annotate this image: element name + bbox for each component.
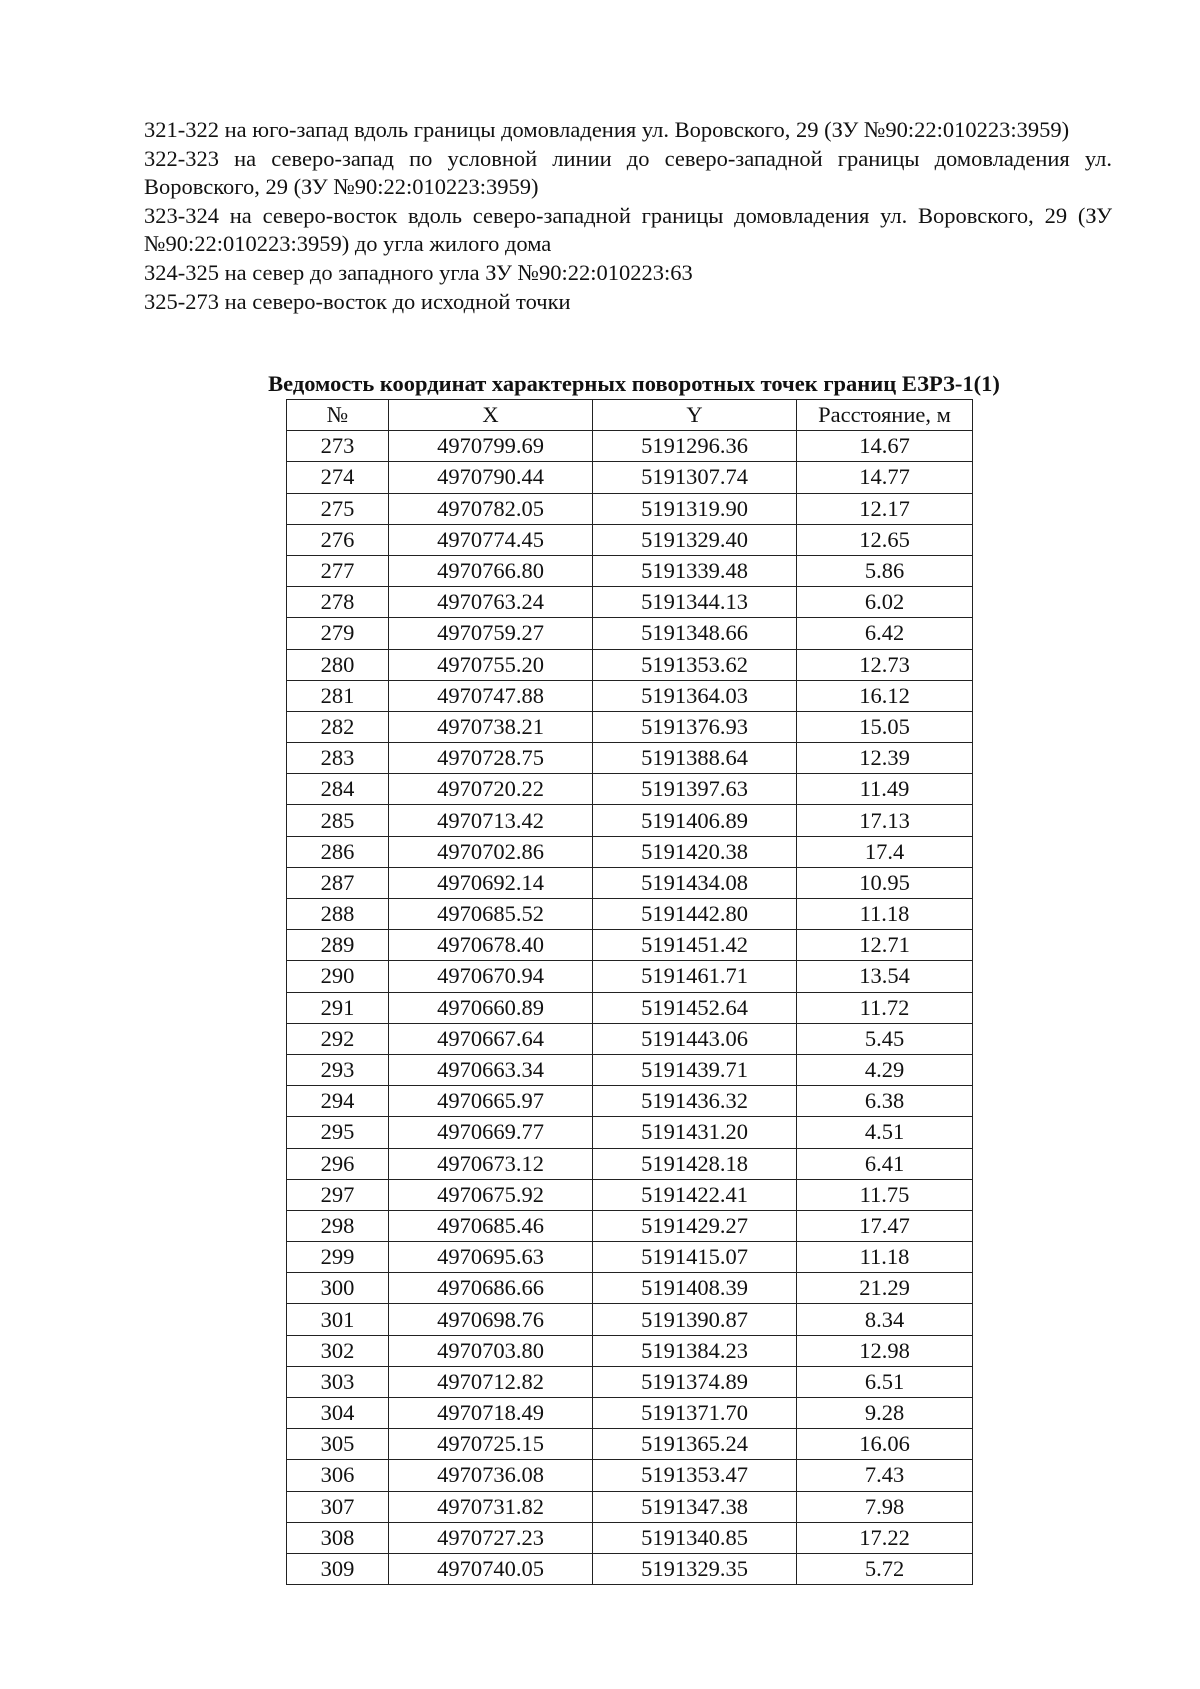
table-row xyxy=(287,524,973,555)
cell-number: 288 xyxy=(287,899,389,930)
cell-y: 5191376.93 xyxy=(593,711,797,742)
cell-distance: 5.86 xyxy=(797,555,973,586)
cell-x: 4970731.82 xyxy=(389,1491,593,1522)
table-row xyxy=(287,1429,973,1460)
cell-x: 4970673.12 xyxy=(389,1148,593,1179)
table-body xyxy=(287,431,973,1585)
cell-distance: 13.54 xyxy=(797,961,973,992)
cell-distance: 12.71 xyxy=(797,930,973,961)
cell-y: 5191319.90 xyxy=(593,493,797,524)
cell-y: 5191436.32 xyxy=(593,1086,797,1117)
cell-number: 306 xyxy=(287,1460,389,1491)
table-row xyxy=(287,649,973,680)
table-row xyxy=(287,1054,973,1085)
cell-number: 294 xyxy=(287,1086,389,1117)
cell-distance: 15.05 xyxy=(797,711,973,742)
cell-x: 4970685.46 xyxy=(389,1210,593,1241)
cell-distance: 11.72 xyxy=(797,992,973,1023)
cell-x: 4970774.45 xyxy=(389,524,593,555)
cell-number: 309 xyxy=(287,1553,389,1584)
cell-y: 5191365.24 xyxy=(593,1429,797,1460)
table-row xyxy=(287,711,973,742)
cell-distance: 12.39 xyxy=(797,743,973,774)
table-row xyxy=(287,462,973,493)
table-row xyxy=(287,1304,973,1335)
cell-x: 4970670.94 xyxy=(389,961,593,992)
table-row xyxy=(287,1242,973,1273)
cell-distance: 6.51 xyxy=(797,1366,973,1397)
header-y: Y xyxy=(593,400,797,431)
cell-y: 5191339.48 xyxy=(593,555,797,586)
table-row xyxy=(287,1522,973,1553)
cell-x: 4970727.23 xyxy=(389,1522,593,1553)
table-row xyxy=(287,1273,973,1304)
table-row xyxy=(287,961,973,992)
table-row xyxy=(287,587,973,618)
cell-distance: 6.42 xyxy=(797,618,973,649)
table-row xyxy=(287,618,973,649)
cell-y: 5191307.74 xyxy=(593,462,797,493)
cell-number: 305 xyxy=(287,1429,389,1460)
cell-distance: 10.95 xyxy=(797,867,973,898)
cell-number: 298 xyxy=(287,1210,389,1241)
cell-x: 4970736.08 xyxy=(389,1460,593,1491)
cell-distance: 8.34 xyxy=(797,1304,973,1335)
cell-y: 5191408.39 xyxy=(593,1273,797,1304)
cell-number: 303 xyxy=(287,1366,389,1397)
cell-number: 277 xyxy=(287,555,389,586)
cell-x: 4970763.24 xyxy=(389,587,593,618)
table-row xyxy=(287,743,973,774)
cell-x: 4970702.86 xyxy=(389,836,593,867)
cell-distance: 11.18 xyxy=(797,1242,973,1273)
cell-y: 5191364.03 xyxy=(593,680,797,711)
cell-y: 5191348.66 xyxy=(593,618,797,649)
table-row xyxy=(287,680,973,711)
cell-y: 5191296.36 xyxy=(593,431,797,462)
cell-y: 5191434.08 xyxy=(593,867,797,898)
cell-x: 4970790.44 xyxy=(389,462,593,493)
cell-distance: 12.73 xyxy=(797,649,973,680)
table-row xyxy=(287,1491,973,1522)
cell-x: 4970663.34 xyxy=(389,1054,593,1085)
cell-number: 297 xyxy=(287,1179,389,1210)
cell-y: 5191353.62 xyxy=(593,649,797,680)
cell-distance: 4.51 xyxy=(797,1117,973,1148)
cell-x: 4970669.77 xyxy=(389,1117,593,1148)
table-row xyxy=(287,930,973,961)
cell-number: 276 xyxy=(287,524,389,555)
cell-number: 287 xyxy=(287,867,389,898)
cell-x: 4970738.21 xyxy=(389,711,593,742)
cell-number: 279 xyxy=(287,618,389,649)
cell-y: 5191390.87 xyxy=(593,1304,797,1335)
table-row xyxy=(287,493,973,524)
cell-y: 5191420.38 xyxy=(593,836,797,867)
cell-number: 281 xyxy=(287,680,389,711)
table-title: Ведомость координат характерных поворотных точек границ ЕЗРЗ-1(1) xyxy=(268,371,1000,396)
header-number: № xyxy=(287,400,389,431)
table-row xyxy=(287,555,973,586)
cell-distance: 12.98 xyxy=(797,1335,973,1366)
cell-x: 4970665.97 xyxy=(389,1086,593,1117)
cell-x: 4970712.82 xyxy=(389,1366,593,1397)
cell-distance: 6.41 xyxy=(797,1148,973,1179)
table-row xyxy=(287,1335,973,1366)
cell-x: 4970703.80 xyxy=(389,1335,593,1366)
paragraph-322-323: 322-323 на северо-запад по условной линии до северо-западной границы домовладения ул. Воровского, 29 (ЗУ №90:22:010223:3959) xyxy=(144,145,1112,200)
cell-distance: 11.49 xyxy=(797,774,973,805)
cell-distance: 11.75 xyxy=(797,1179,973,1210)
cell-x: 4970747.88 xyxy=(389,680,593,711)
cell-number: 290 xyxy=(287,961,389,992)
cell-distance: 9.28 xyxy=(797,1398,973,1429)
cell-number: 274 xyxy=(287,462,389,493)
cell-number: 293 xyxy=(287,1054,389,1085)
cell-x: 4970695.63 xyxy=(389,1242,593,1273)
cell-x: 4970678.40 xyxy=(389,930,593,961)
table-row xyxy=(287,992,973,1023)
table-row xyxy=(287,1366,973,1397)
cell-distance: 12.65 xyxy=(797,524,973,555)
cell-number: 283 xyxy=(287,743,389,774)
cell-number: 291 xyxy=(287,992,389,1023)
cell-number: 285 xyxy=(287,805,389,836)
cell-number: 300 xyxy=(287,1273,389,1304)
cell-x: 4970660.89 xyxy=(389,992,593,1023)
cell-y: 5191451.42 xyxy=(593,930,797,961)
cell-x: 4970728.75 xyxy=(389,743,593,774)
cell-distance: 17.47 xyxy=(797,1210,973,1241)
table-row xyxy=(287,1460,973,1491)
cell-distance: 14.77 xyxy=(797,462,973,493)
cell-distance: 4.29 xyxy=(797,1054,973,1085)
cell-x: 4970766.80 xyxy=(389,555,593,586)
cell-y: 5191397.63 xyxy=(593,774,797,805)
coordinates-table xyxy=(286,399,973,1585)
table-row xyxy=(287,1086,973,1117)
cell-number: 289 xyxy=(287,930,389,961)
cell-y: 5191329.40 xyxy=(593,524,797,555)
cell-x: 4970692.14 xyxy=(389,867,593,898)
cell-number: 296 xyxy=(287,1148,389,1179)
cell-distance: 14.67 xyxy=(797,431,973,462)
cell-number: 301 xyxy=(287,1304,389,1335)
table-row xyxy=(287,1553,973,1584)
cell-x: 4970720.22 xyxy=(389,774,593,805)
cell-y: 5191443.06 xyxy=(593,1023,797,1054)
cell-y: 5191439.71 xyxy=(593,1054,797,1085)
table-row xyxy=(287,1023,973,1054)
cell-x: 4970725.15 xyxy=(389,1429,593,1460)
table-row xyxy=(287,899,973,930)
cell-number: 295 xyxy=(287,1117,389,1148)
table-row xyxy=(287,805,973,836)
cell-y: 5191340.85 xyxy=(593,1522,797,1553)
cell-x: 4970675.92 xyxy=(389,1179,593,1210)
table-row xyxy=(287,1210,973,1241)
cell-number: 304 xyxy=(287,1398,389,1429)
cell-x: 4970698.76 xyxy=(389,1304,593,1335)
cell-number: 278 xyxy=(287,587,389,618)
cell-y: 5191461.71 xyxy=(593,961,797,992)
cell-distance: 7.98 xyxy=(797,1491,973,1522)
cell-y: 5191388.64 xyxy=(593,743,797,774)
cell-y: 5191452.64 xyxy=(593,992,797,1023)
cell-distance: 21.29 xyxy=(797,1273,973,1304)
cell-number: 273 xyxy=(287,431,389,462)
cell-distance: 7.43 xyxy=(797,1460,973,1491)
header-x: X xyxy=(389,400,593,431)
paragraph-323-324: 323-324 на северо-восток вдоль северо-западной границы домовладения ул. Воровского, 29 (ЗУ №90:22:010223:3959) до угла жилого дома xyxy=(144,202,1112,257)
cell-y: 5191347.38 xyxy=(593,1491,797,1522)
cell-x: 4970755.20 xyxy=(389,649,593,680)
cell-distance: 16.12 xyxy=(797,680,973,711)
cell-distance: 17.4 xyxy=(797,836,973,867)
header-distance: Расстояние, м xyxy=(797,400,973,431)
table-row xyxy=(287,1117,973,1148)
cell-x: 4970718.49 xyxy=(389,1398,593,1429)
cell-distance: 11.18 xyxy=(797,899,973,930)
table-row xyxy=(287,1398,973,1429)
cell-y: 5191429.27 xyxy=(593,1210,797,1241)
cell-y: 5191431.20 xyxy=(593,1117,797,1148)
cell-distance: 6.38 xyxy=(797,1086,973,1117)
paragraph-324-325: 324-325 на север до западного угла ЗУ №90:22:010223:63 xyxy=(144,259,693,285)
table-row xyxy=(287,1148,973,1179)
cell-x: 4970782.05 xyxy=(389,493,593,524)
cell-y: 5191371.70 xyxy=(593,1398,797,1429)
table-row xyxy=(287,867,973,898)
cell-number: 286 xyxy=(287,836,389,867)
cell-y: 5191428.18 xyxy=(593,1148,797,1179)
cell-y: 5191406.89 xyxy=(593,805,797,836)
cell-distance: 17.22 xyxy=(797,1522,973,1553)
cell-number: 302 xyxy=(287,1335,389,1366)
table-row xyxy=(287,836,973,867)
paragraph-325-273: 325-273 на северо-восток до исходной точки xyxy=(144,288,571,314)
cell-y: 5191353.47 xyxy=(593,1460,797,1491)
cell-number: 308 xyxy=(287,1522,389,1553)
cell-y: 5191442.80 xyxy=(593,899,797,930)
cell-number: 275 xyxy=(287,493,389,524)
cell-x: 4970667.64 xyxy=(389,1023,593,1054)
cell-x: 4970759.27 xyxy=(389,618,593,649)
cell-x: 4970740.05 xyxy=(389,1553,593,1584)
cell-number: 280 xyxy=(287,649,389,680)
table-row xyxy=(287,431,973,462)
route-description xyxy=(144,116,1112,316)
table-row xyxy=(287,1179,973,1210)
cell-y: 5191374.89 xyxy=(593,1366,797,1397)
cell-y: 5191422.41 xyxy=(593,1179,797,1210)
cell-y: 5191344.13 xyxy=(593,587,797,618)
cell-number: 284 xyxy=(287,774,389,805)
table-row xyxy=(287,774,973,805)
paragraph-321-322: 321-322 на юго-запад вдоль границы домовладения ул. Воровского, 29 (ЗУ №90:22:010223:3959) xyxy=(144,117,1070,142)
cell-x: 4970799.69 xyxy=(389,431,593,462)
cell-distance: 5.72 xyxy=(797,1553,973,1584)
cell-x: 4970686.66 xyxy=(389,1273,593,1304)
cell-distance: 12.17 xyxy=(797,493,973,524)
cell-x: 4970713.42 xyxy=(389,805,593,836)
cell-distance: 5.45 xyxy=(797,1023,973,1054)
cell-number: 292 xyxy=(287,1023,389,1054)
cell-y: 5191415.07 xyxy=(593,1242,797,1273)
cell-number: 282 xyxy=(287,711,389,742)
cell-x: 4970685.52 xyxy=(389,899,593,930)
cell-y: 5191329.35 xyxy=(593,1553,797,1584)
cell-number: 307 xyxy=(287,1491,389,1522)
cell-distance: 16.06 xyxy=(797,1429,973,1460)
cell-y: 5191384.23 xyxy=(593,1335,797,1366)
cell-number: 299 xyxy=(287,1242,389,1273)
cell-distance: 6.02 xyxy=(797,587,973,618)
cell-distance: 17.13 xyxy=(797,805,973,836)
table-header-row xyxy=(287,400,973,431)
